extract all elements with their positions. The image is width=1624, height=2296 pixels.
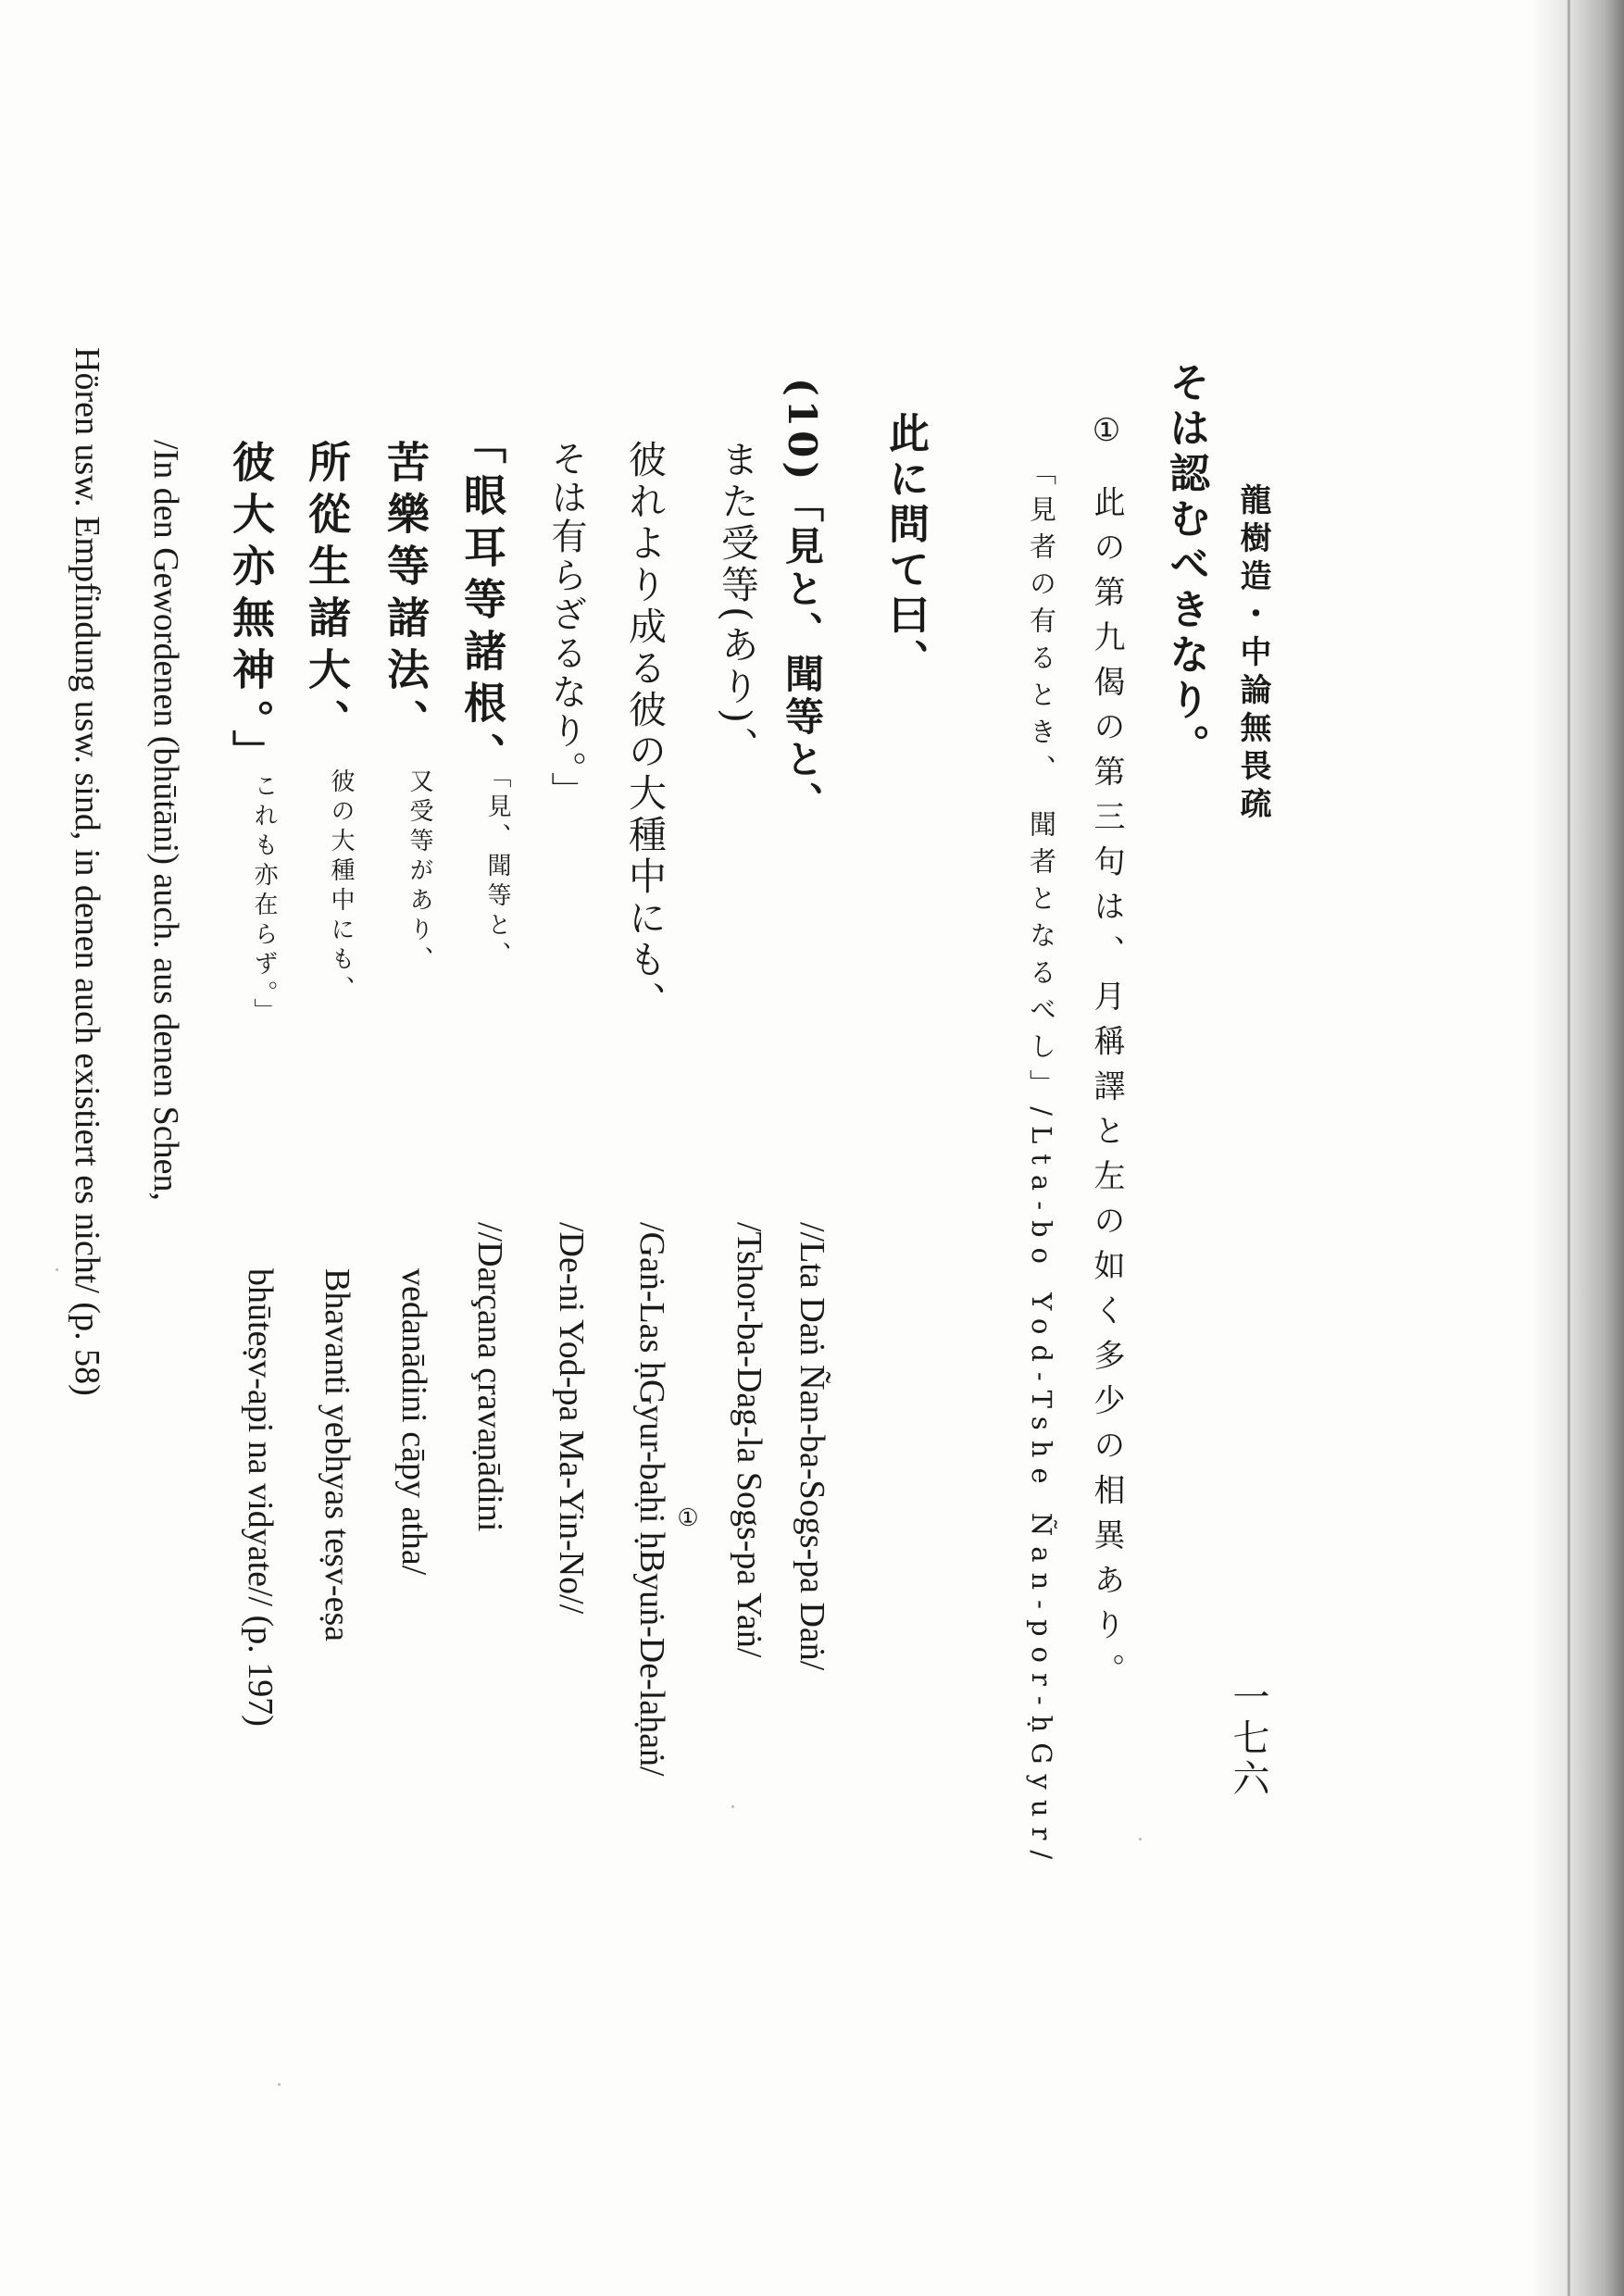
german-line-2: Hören usw. Empfindung usw. sind, in denen auch existiert es nicht/ (p. 58) — [68, 347, 106, 1396]
scan-speck — [278, 2083, 281, 2086]
question-line: 此に問て曰、 — [881, 412, 929, 684]
scan-speck — [731, 1805, 734, 1808]
footnote-line-2: 「見者の有るとき、 聞者となるべし」/Lta-bo Yod-Tshe Ñan-por-ḥGyur/ — [1026, 458, 1057, 1870]
gloss-line-1: 「見、聞等と、 — [483, 764, 511, 971]
verse-10-line-2: また受等(あり)、 — [715, 440, 759, 768]
verse-10-line-3: 彼れより成る彼の大種中にも、 — [622, 440, 667, 1023]
footnote-line-1: ① 此の第九偈の第三句は、月稱譯と左の如く多少の相異あり。 — [1088, 412, 1125, 1699]
page-edge-shadow — [1531, 0, 1624, 2296]
gloss-line-2: 又受等があり、 — [406, 768, 433, 976]
chinese-verse-line-4: 彼大亦無神。」 — [226, 440, 276, 781]
chinese-verse-line-2: 苦樂等諸法、 — [381, 440, 431, 751]
german-line-1: /In den Gewordenen (bhūtāni) auch. aus denen Schen, — [146, 440, 185, 1201]
verse-10-line-4: そは有らざるなり。」 — [545, 440, 587, 811]
page-number: 一七六 — [1227, 1678, 1269, 1800]
scan-speck — [56, 1268, 58, 1271]
sanskrit-line-3: Bhavanti yebhyas teṣv-eṣa — [318, 1268, 356, 1642]
sanskrit-line-4: bhūteṣv-api na vidyate// (p. 197) — [241, 1268, 280, 1727]
sanskrit-line-2: vedanādini cāpy atha/ — [394, 1268, 433, 1576]
text-line-1: そは認むべきなり。 — [1162, 361, 1209, 769]
verse-10-tibetan-4: /De-ni Yod-pa Ma-Yin-No// — [552, 1222, 591, 1615]
chinese-verse-line-1: 「眼耳等諸根、 — [457, 421, 507, 784]
verse-10-tibetan-3: /Gaṅ-Las ḥGyur-baḥi ḥByuṅ-De-laḥaṅ/ — [632, 1222, 671, 1777]
verse-10-footnote-mark: ① — [675, 1504, 702, 1532]
running-title: 龍樹造・中論無畏疏 — [1234, 483, 1271, 825]
verse-10-line-1: (10)「見と、聞等と、 — [780, 378, 825, 825]
scan-speck — [1139, 1838, 1142, 1841]
gloss-line-3: 彼の大種中にも、 — [327, 768, 355, 1005]
chinese-verse-line-3: 所從生諸大、 — [302, 440, 352, 751]
verse-10-tibetan-1: //Lta Daṅ Ñan-ba-Sogs-pa Daṅ/ — [793, 1222, 831, 1671]
verse-10-tibetan-2: /Tshor-ba-Dag-la Sogs-pa Yaṅ/ — [730, 1222, 768, 1658]
page-edge-line — [1568, 0, 1570, 2296]
sanskrit-line-1: //Darçana çravaṇādini — [470, 1222, 509, 1532]
gloss-line-4: これも亦在らず。」 — [250, 773, 278, 1028]
